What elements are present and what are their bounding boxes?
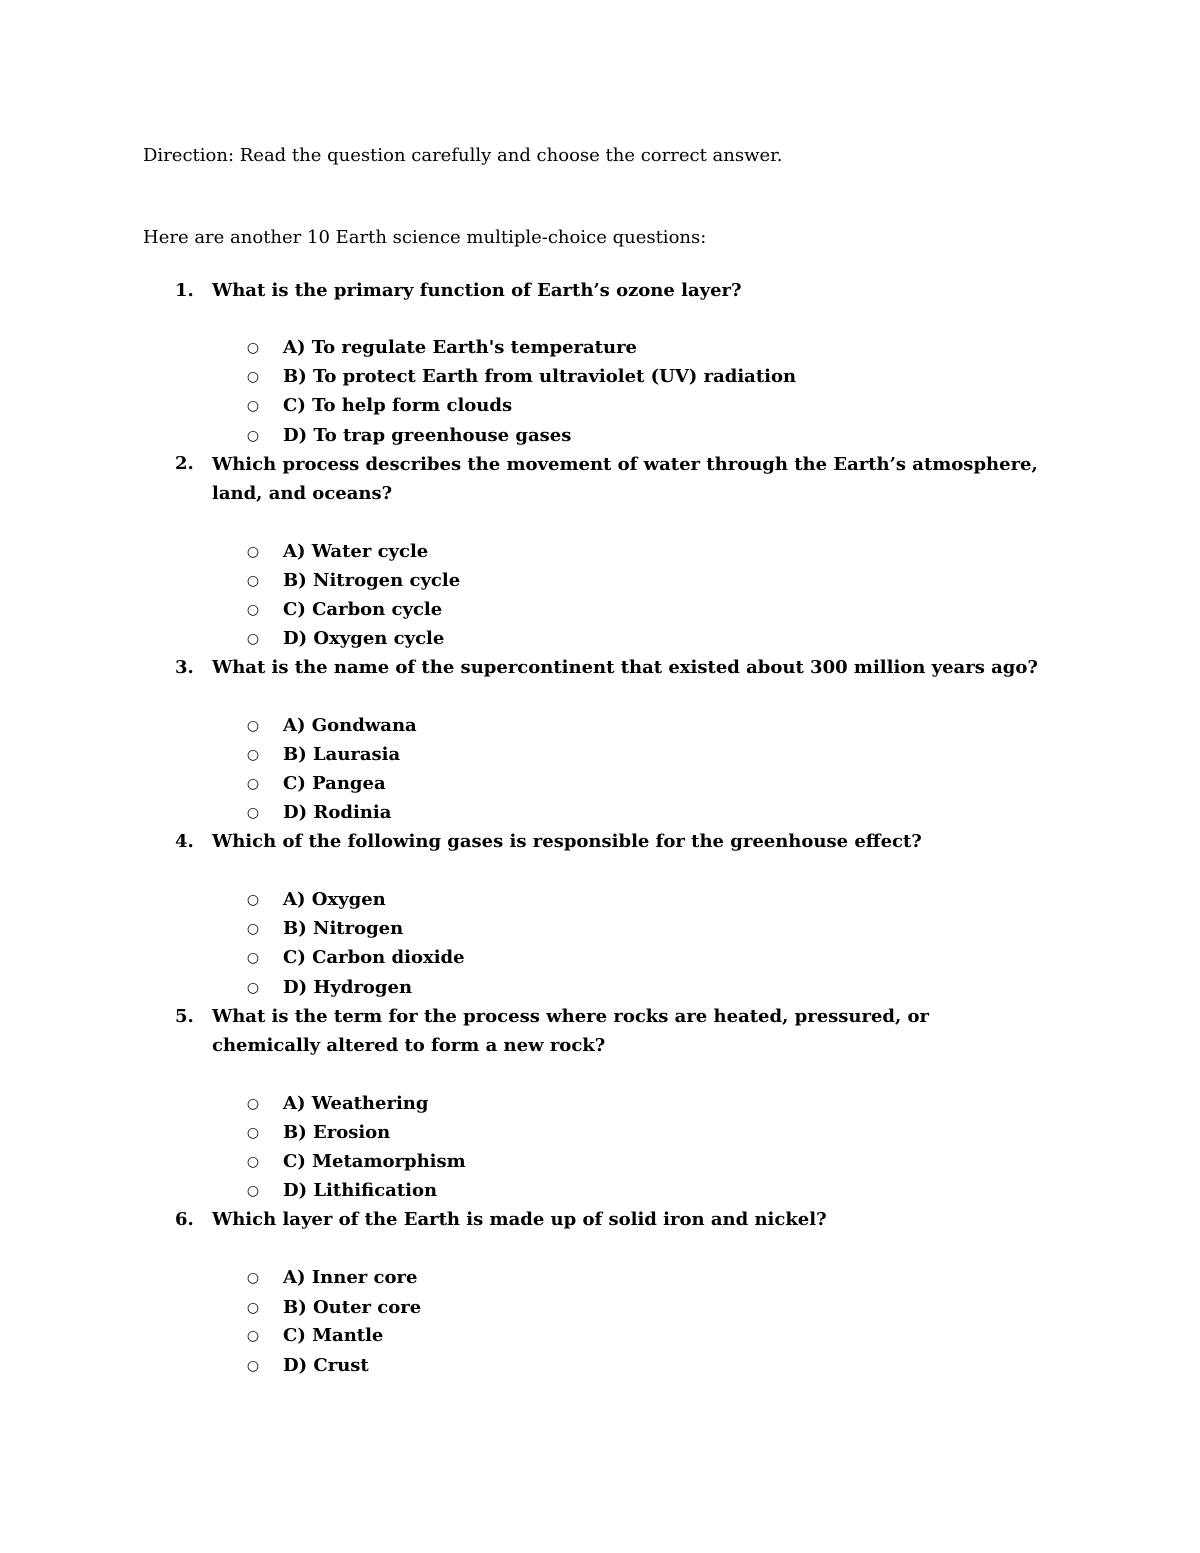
question-number: 2. <box>175 453 194 474</box>
radio-bullet-icon: ○ <box>246 602 260 618</box>
answer-option: A) To regulate Earth's temperature <box>283 337 638 358</box>
answer-option: B) Nitrogen cycle <box>283 570 461 591</box>
question-text: What is the name of the supercontinent that existed about 300 million years ago? <box>212 657 1038 678</box>
radio-bullet-icon: ○ <box>246 428 260 444</box>
radio-bullet-icon: ○ <box>246 369 260 385</box>
radio-bullet-icon: ○ <box>246 776 260 792</box>
radio-bullet-icon: ○ <box>246 340 260 356</box>
answer-option: A) Oxygen <box>283 889 386 910</box>
answer-option: D) Lithification <box>283 1180 438 1201</box>
question-text: What is the term for the process where rocks are heated, pressured, or chemically altered to form a new rock? <box>212 1006 930 1056</box>
answer-option: B) Outer core <box>283 1297 422 1318</box>
answer-option: A) Inner core <box>283 1267 418 1288</box>
radio-bullet-icon: ○ <box>246 950 260 966</box>
answer-option: D) Rodinia <box>283 802 392 823</box>
answer-option: B) To protect Earth from ultraviolet (UV) radiation <box>283 366 797 387</box>
radio-bullet-icon: ○ <box>246 1125 260 1141</box>
answer-option: D) To trap greenhouse gases <box>283 425 572 446</box>
answer-option: C) Pangea <box>283 773 386 794</box>
radio-bullet-icon: ○ <box>246 718 260 734</box>
radio-bullet-icon: ○ <box>246 1096 260 1112</box>
question-number: 1. <box>175 280 194 301</box>
radio-bullet-icon: ○ <box>246 747 260 763</box>
radio-bullet-icon: ○ <box>246 892 260 908</box>
intro-text: Here are another 10 Earth science multiple-choice questions: <box>143 227 707 248</box>
radio-bullet-icon: ○ <box>246 544 260 560</box>
question-number: 3. <box>175 657 194 678</box>
radio-bullet-icon: ○ <box>246 1328 260 1344</box>
answer-option: A) Gondwana <box>283 715 417 736</box>
direction-text: Direction: Read the question carefully and choose the correct answer. <box>143 145 783 166</box>
answer-option: C) Carbon cycle <box>283 599 443 620</box>
radio-bullet-icon: ○ <box>246 980 260 996</box>
question-text: Which process describes the movement of water through the Earth’s atmosphere, land, and oceans? <box>212 454 1038 504</box>
answer-option: C) To help form clouds <box>283 395 513 416</box>
radio-bullet-icon: ○ <box>246 805 260 821</box>
answer-option: B) Nitrogen <box>283 918 404 939</box>
answer-option: B) Laurasia <box>283 744 401 765</box>
question-text: Which layer of the Earth is made up of solid iron and nickel? <box>212 1209 827 1230</box>
answer-option: D) Crust <box>283 1355 369 1376</box>
radio-bullet-icon: ○ <box>246 398 260 414</box>
radio-bullet-icon: ○ <box>246 1358 260 1374</box>
answer-option: B) Erosion <box>283 1122 391 1143</box>
radio-bullet-icon: ○ <box>246 921 260 937</box>
question-text: Which of the following gases is responsible for the greenhouse effect? <box>212 831 922 852</box>
radio-bullet-icon: ○ <box>246 1270 260 1286</box>
question-number: 4. <box>175 831 194 852</box>
answer-option: A) Weathering <box>283 1093 429 1114</box>
answer-option: C) Carbon dioxide <box>283 947 465 968</box>
radio-bullet-icon: ○ <box>246 573 260 589</box>
answer-option: C) Mantle <box>283 1325 384 1346</box>
answer-option: C) Metamorphism <box>283 1151 466 1172</box>
answer-option: A) Water cycle <box>283 541 429 562</box>
answer-option: D) Hydrogen <box>283 977 413 998</box>
radio-bullet-icon: ○ <box>246 631 260 647</box>
radio-bullet-icon: ○ <box>246 1154 260 1170</box>
question-number: 6. <box>175 1209 194 1230</box>
radio-bullet-icon: ○ <box>246 1183 260 1199</box>
question-text: What is the primary function of Earth’s ozone layer? <box>212 280 742 301</box>
question-number: 5. <box>175 1006 194 1027</box>
answer-option: D) Oxygen cycle <box>283 628 445 649</box>
radio-bullet-icon: ○ <box>246 1300 260 1316</box>
